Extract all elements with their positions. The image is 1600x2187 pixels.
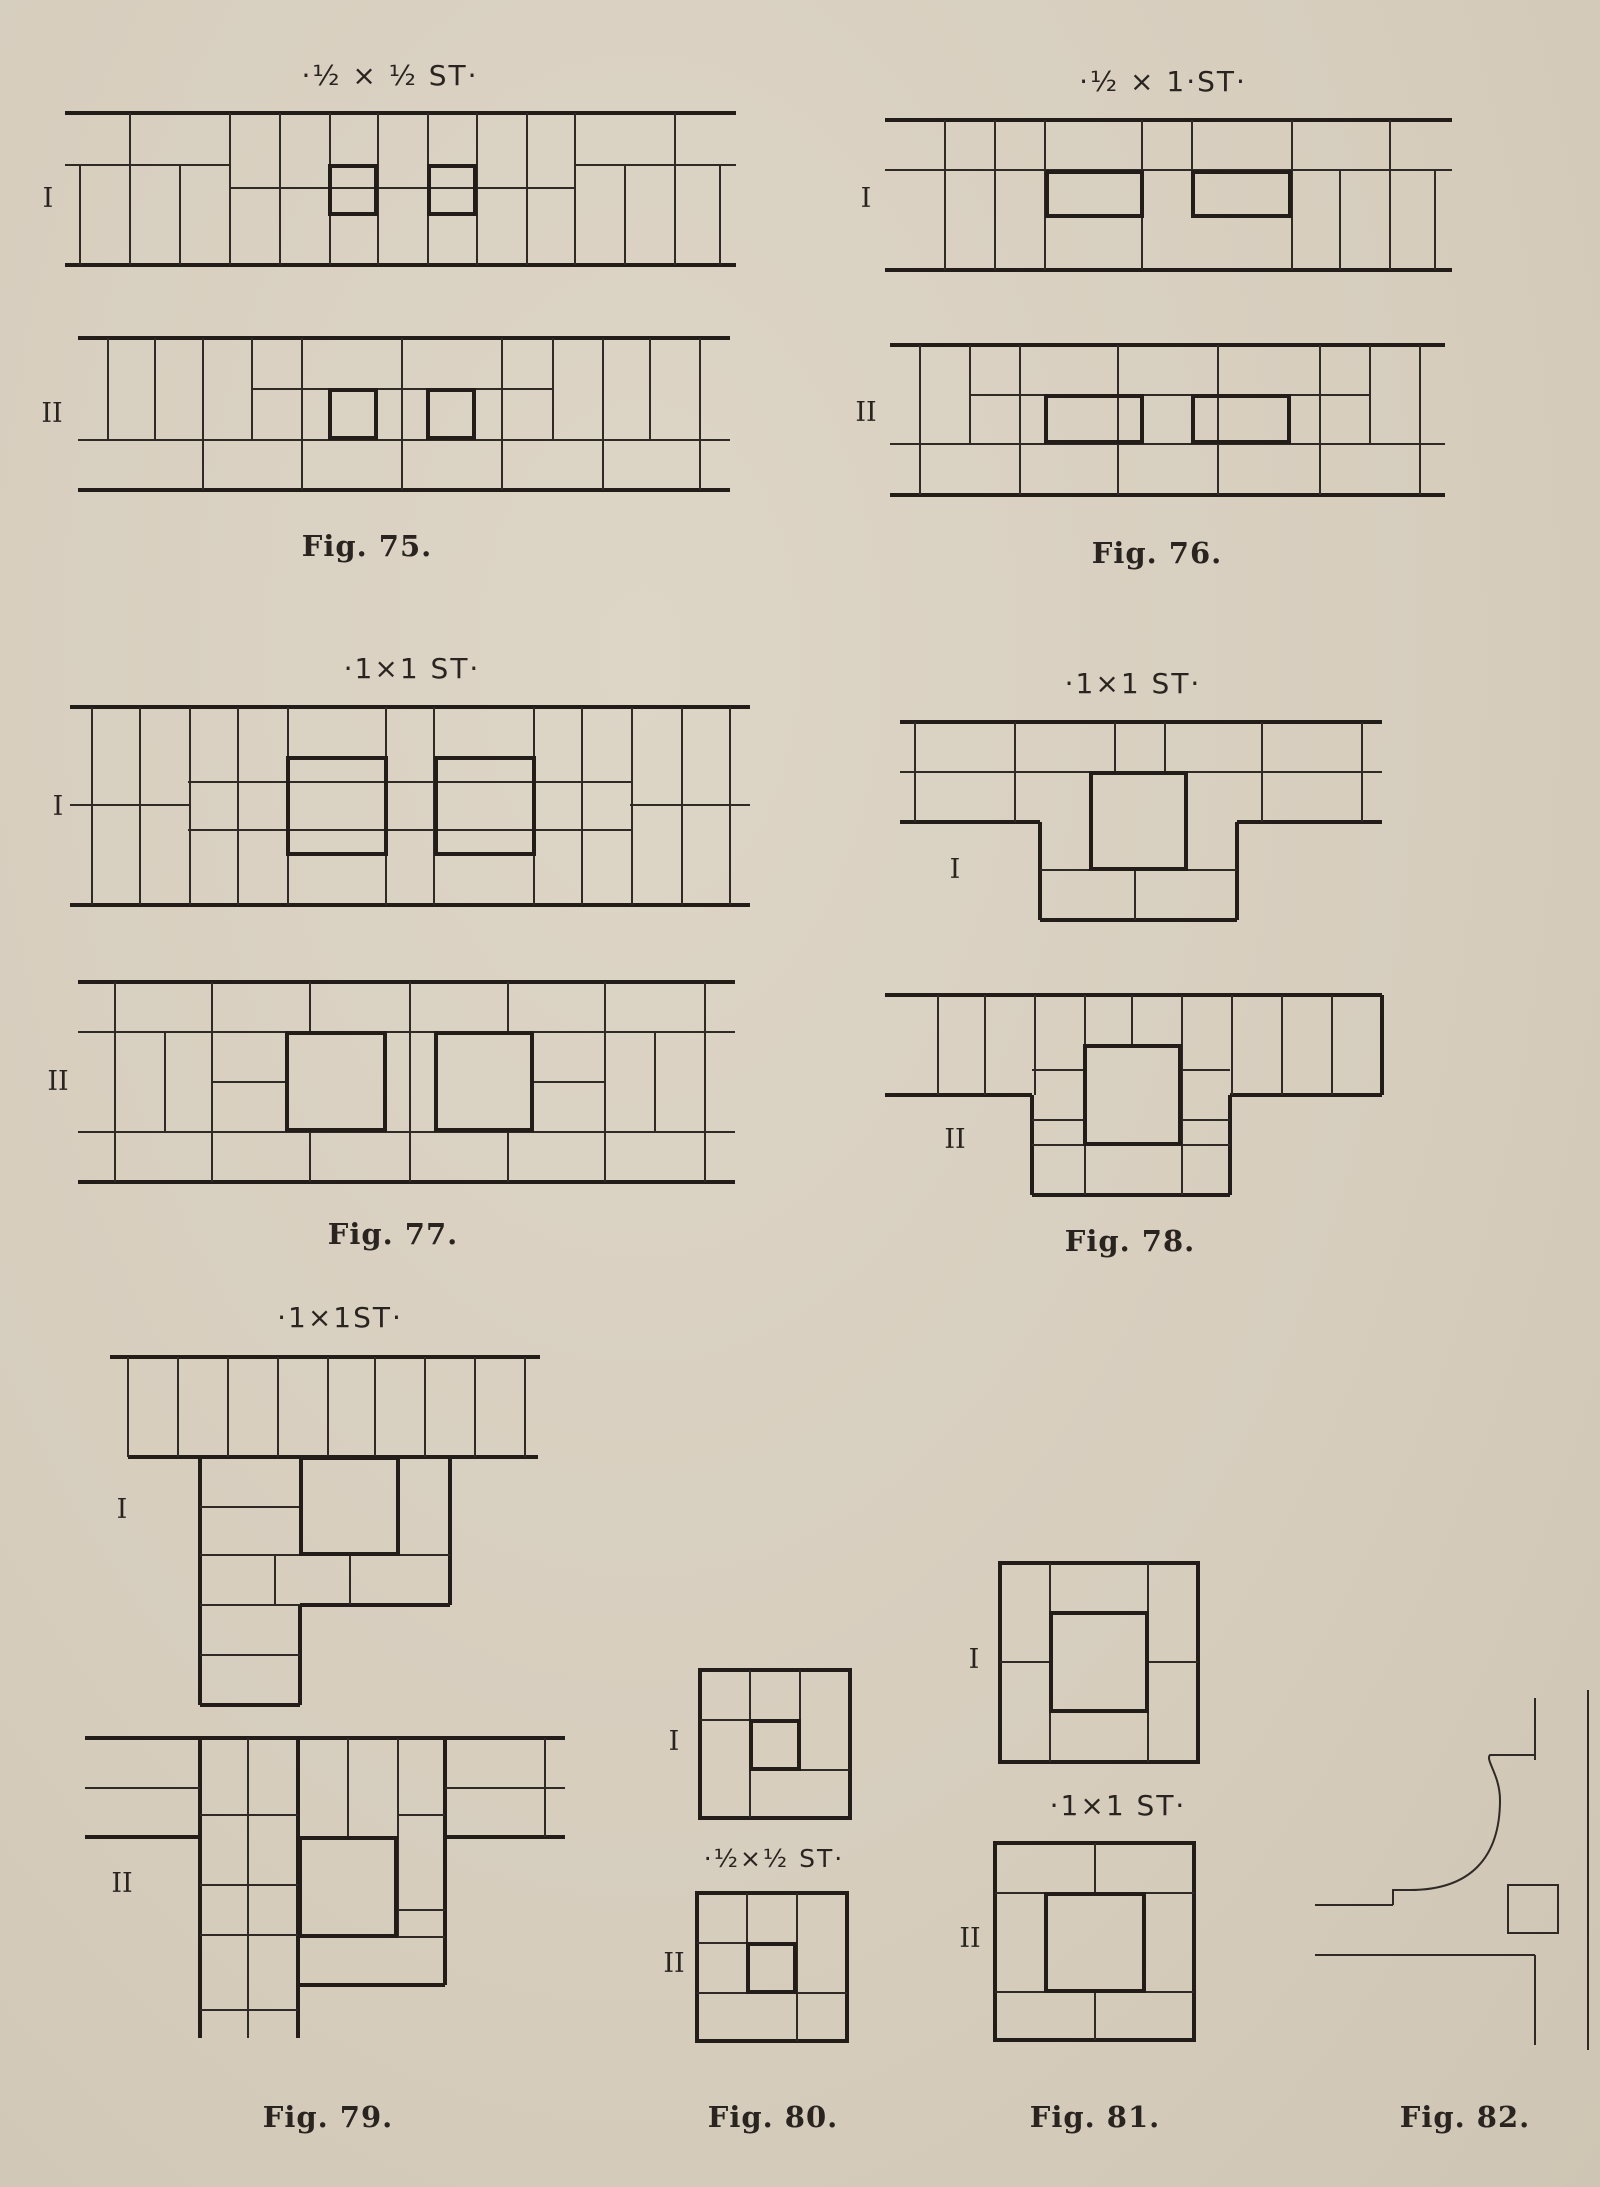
fig75-row-1-label: I: [42, 183, 54, 214]
fig76-course-2: [890, 345, 1445, 495]
fig77-flue: [287, 1033, 385, 1130]
fig75-course-1: [65, 113, 736, 265]
figure-77: [47, 652, 750, 1251]
fig76-course-1: [885, 120, 1452, 270]
figure-81: [959, 1563, 1198, 2134]
figure-75: [41, 59, 736, 563]
fig76-size-label: ·½ × 1·ST·: [1079, 65, 1247, 98]
fig80-row-2-label: II: [663, 1948, 685, 1979]
fig78-row-1-label: I: [949, 854, 961, 885]
fig78-row-2-label: II: [944, 1124, 966, 1155]
fig81-size-label: ·1×1 ST·: [1049, 1789, 1187, 1822]
fig77-course-2: [78, 982, 735, 1182]
fig77-row-2-label: II: [47, 1066, 69, 1097]
fig80-size-label: ·½×½ ST·: [703, 1844, 845, 1873]
fig79-size-label: ·1×1ST·: [277, 1301, 403, 1334]
fig77-size-label: ·1×1 ST·: [343, 652, 481, 685]
fig78-caption: Fig. 78.: [1064, 1224, 1196, 1258]
fig81-row-1-label: I: [968, 1644, 980, 1675]
fig80-row-1-label: I: [668, 1726, 680, 1757]
fig78-flue: [1091, 773, 1186, 869]
figure-82: [1315, 1690, 1588, 2134]
fig80-flue: [748, 1944, 795, 1992]
fig79-row-1-label: I: [116, 1494, 128, 1525]
fig75-flue: [330, 166, 376, 214]
fig81-course-1: [1000, 1563, 1198, 1762]
fig81-flue: [1046, 1894, 1144, 1991]
fig80-flue: [751, 1721, 799, 1769]
fig76-caption: Fig. 76.: [1091, 536, 1223, 570]
fig82-flue: [1508, 1885, 1558, 1933]
fig76-row-2-label: II: [855, 397, 877, 428]
fig79-flue: [300, 1838, 396, 1936]
fig80-course-2: [697, 1893, 847, 2041]
fig75-row-2-label: II: [41, 398, 63, 429]
fig80-caption: Fig. 80.: [707, 2100, 839, 2134]
fig75-caption: Fig. 75.: [301, 529, 433, 563]
fig81-flue: [1051, 1613, 1147, 1711]
fig75-flue: [330, 390, 376, 438]
fig77-course-1: [70, 707, 750, 905]
fig76-flue: [1046, 396, 1142, 442]
figure-80: [663, 1670, 850, 2134]
fig79-row-2-label: II: [111, 1868, 133, 1899]
fig79-course-2: [85, 1738, 565, 2038]
fig75-course-2: [78, 338, 730, 490]
fig77-flue: [436, 758, 534, 854]
fig75-size-label: ·½ × ½ ST·: [301, 59, 479, 92]
fig81-row-2-label: II: [959, 1923, 981, 1954]
figure-76: [855, 65, 1452, 570]
fig76-flue: [1193, 396, 1289, 442]
fig76-flue: [1047, 172, 1142, 216]
fig77-caption: Fig. 77.: [327, 1217, 459, 1251]
figure-79: [85, 1301, 565, 2134]
fig81-caption: Fig. 81.: [1029, 2100, 1161, 2134]
fig81-course-2: [995, 1843, 1194, 2040]
fig76-flue: [1193, 172, 1290, 216]
fig80-course-1: [700, 1670, 850, 1818]
fig78-course-2: [885, 995, 1382, 1195]
fig75-flue: [428, 390, 474, 438]
fig78-course-1: [900, 722, 1382, 920]
fig79-caption: Fig. 79.: [262, 2100, 394, 2134]
fig78-size-label: ·1×1 ST·: [1064, 667, 1202, 700]
fig79-course-1: [110, 1357, 540, 1705]
fig76-row-1-label: I: [860, 183, 872, 214]
fig77-row-1-label: I: [52, 791, 64, 822]
fig77-flue: [288, 758, 386, 854]
figure-78: [885, 667, 1382, 1258]
fig75-flue: [429, 166, 475, 214]
fig82-caption: Fig. 82.: [1399, 2100, 1531, 2134]
fig77-flue: [436, 1033, 532, 1130]
fig79-flue: [301, 1458, 398, 1554]
fig78-flue: [1085, 1046, 1180, 1144]
